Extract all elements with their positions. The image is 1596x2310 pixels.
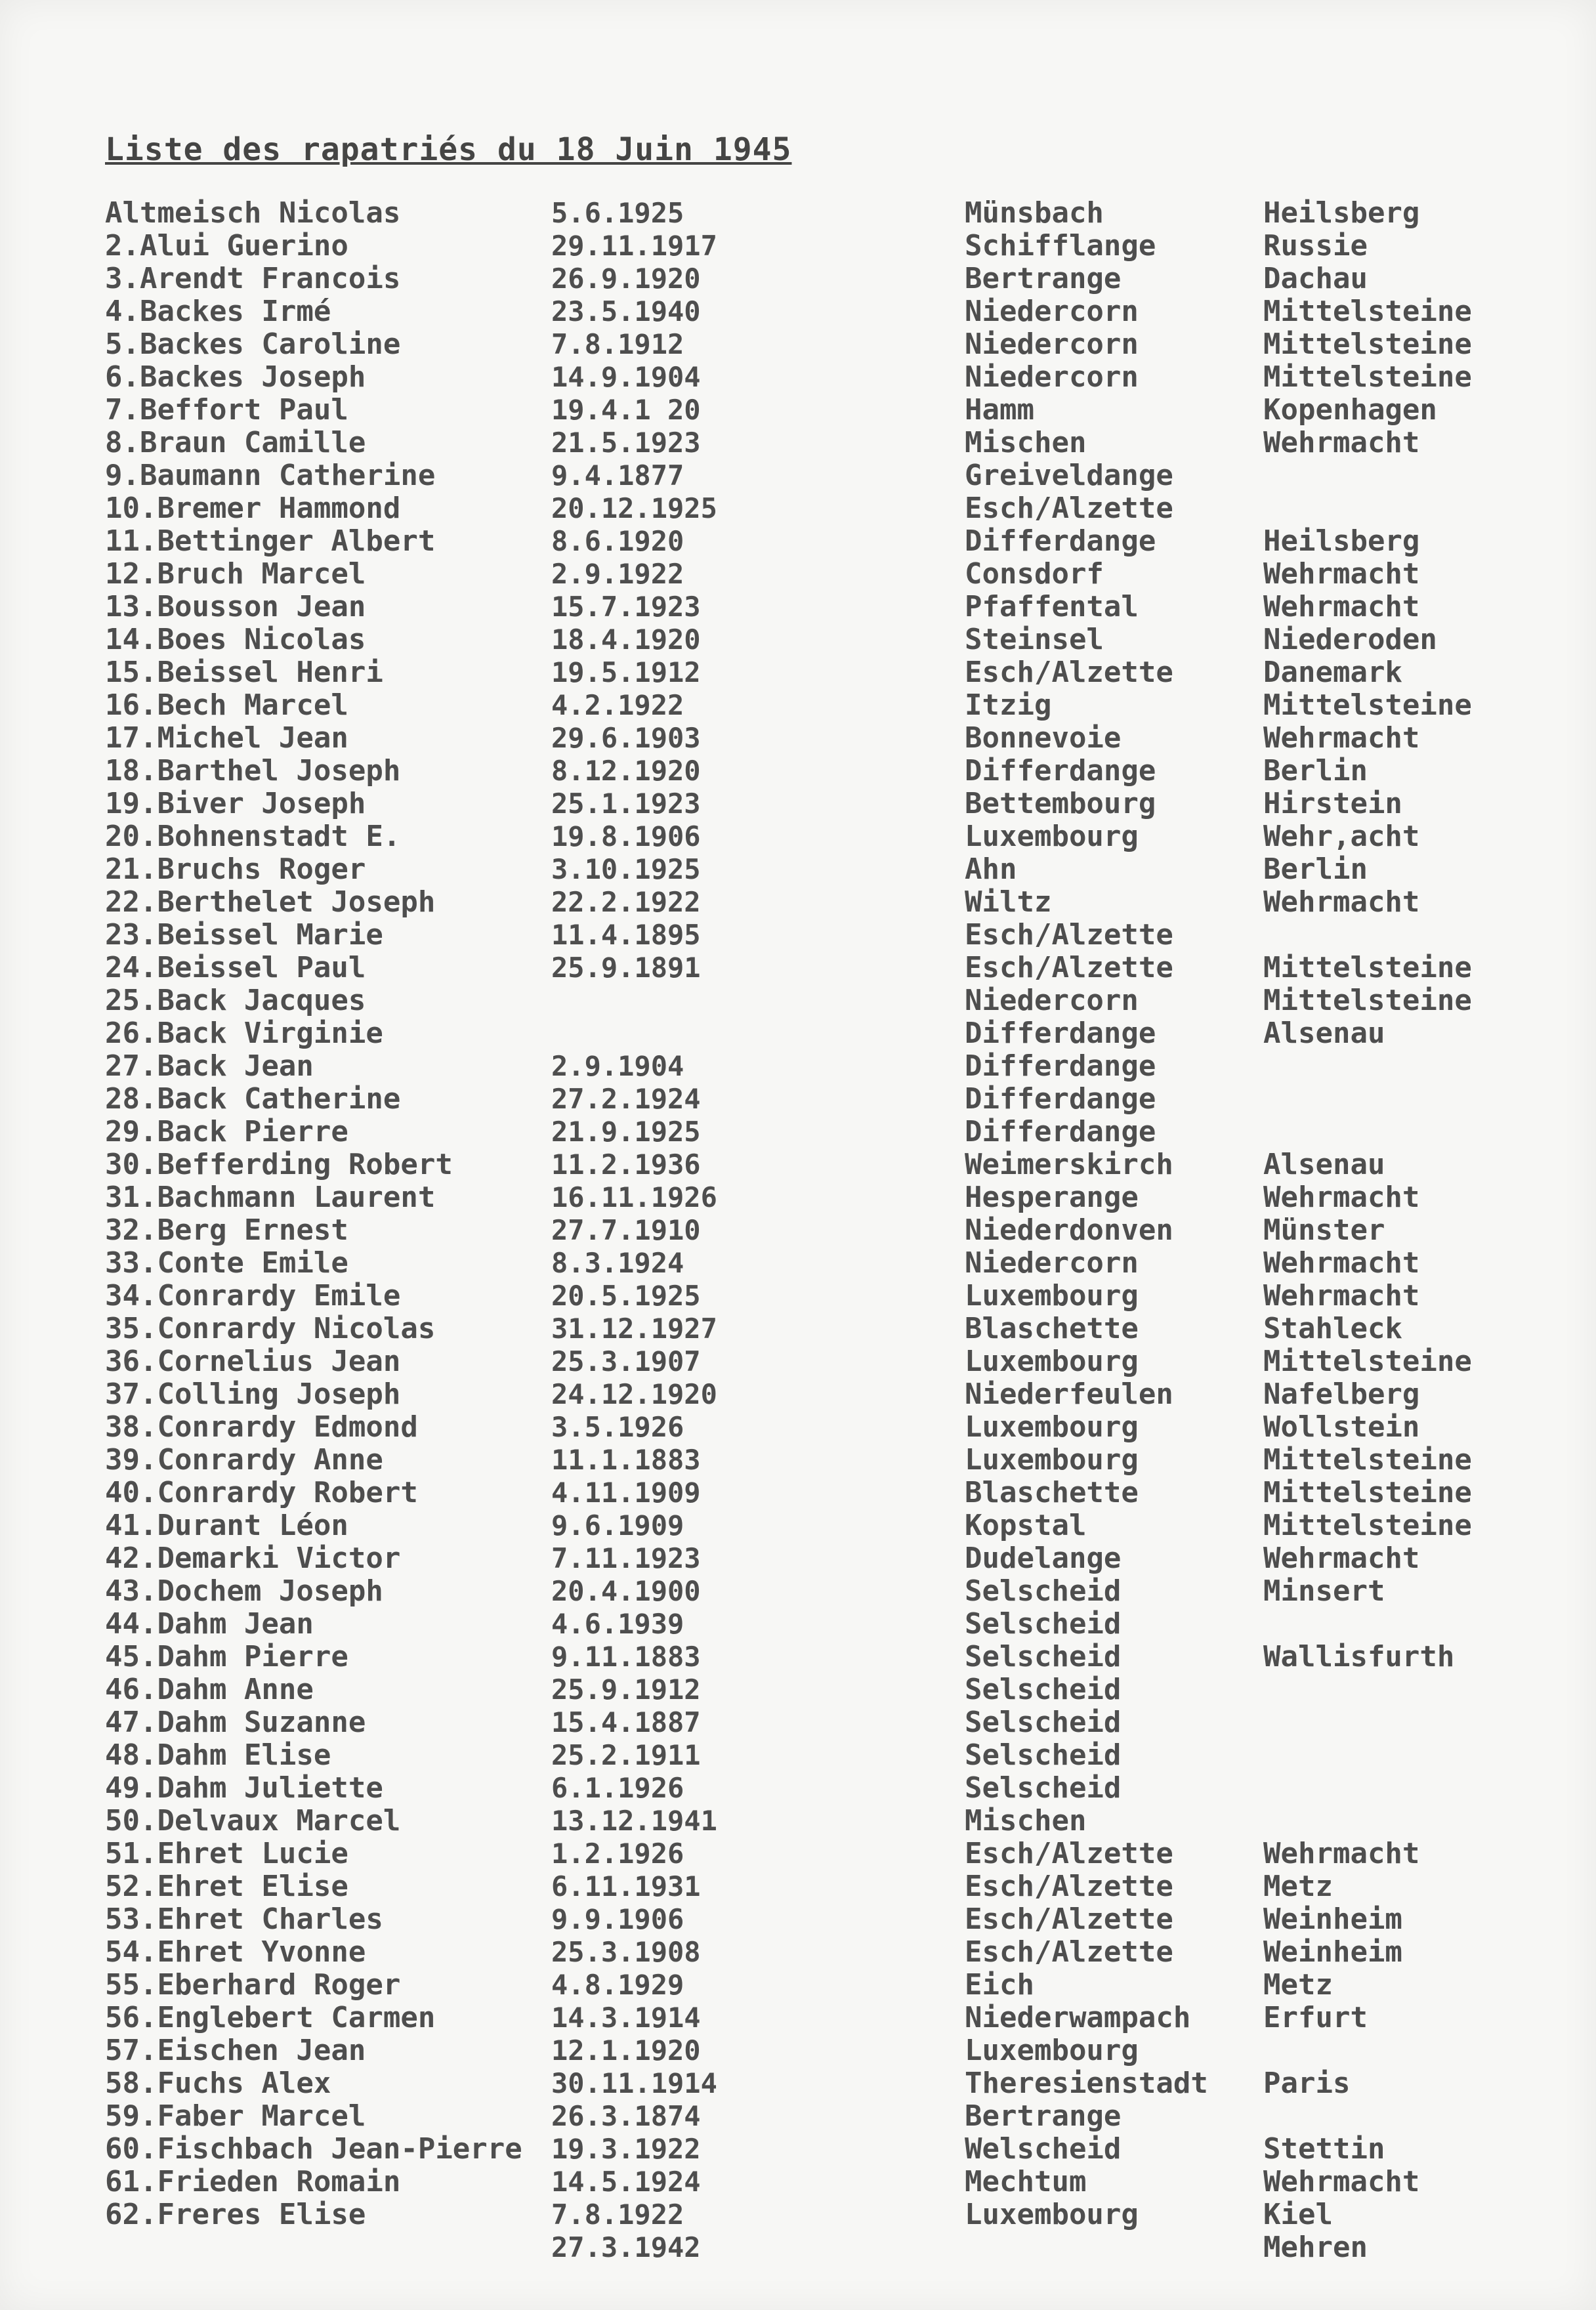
birth-date: [551, 1017, 748, 1050]
birth-date: 29.11.1917: [551, 230, 717, 262]
person-name: 45.Dahm Pierre: [105, 1640, 348, 1673]
birth-date: 20.4.1900: [551, 1575, 701, 1607]
birth-place: Differdange: [965, 1082, 1156, 1116]
destination: [1263, 919, 1578, 952]
birth-date: 11.1.1883: [551, 1444, 701, 1476]
birth-place: Münsbach: [965, 196, 1104, 230]
destination: Dachau: [1263, 262, 1368, 295]
destination: Mittelsteine: [1263, 1443, 1472, 1477]
birth-place: Selscheid: [965, 1607, 1122, 1641]
person-name: 18.Barthel Joseph: [105, 754, 401, 788]
birth-place: Schifflange: [965, 229, 1156, 262]
destination-column: [1263, 197, 1578, 2264]
person-name: 30.Befferding Robert: [105, 1148, 453, 1181]
birth-date: 26.9.1920: [551, 262, 701, 295]
person-name: 59.Faber Marcel: [105, 2099, 366, 2133]
birthplace-column: [965, 197, 1267, 2264]
birth-date: 4.8.1929: [551, 1969, 684, 2001]
person-name: 5.Backes Caroline: [105, 327, 401, 361]
destination: Kopenhagen: [1263, 393, 1437, 427]
birth-date: 25.3.1907: [551, 1345, 701, 1377]
person-name: 55.Eberhard Roger: [105, 1968, 401, 2002]
birth-place: Bertrange: [965, 262, 1122, 295]
person-name: 49.Dahm Juliette: [105, 1771, 383, 1805]
destination: Mittelsteine: [1263, 984, 1472, 1017]
destination: Danemark: [1263, 656, 1402, 689]
birth-date: 20.5.1925: [551, 1280, 701, 1312]
birth-place: Blaschette: [965, 1476, 1139, 1509]
person-name: 29.Back Pierre: [105, 1115, 348, 1148]
person-name: 52.Ehret Elise: [105, 1870, 348, 1903]
destination: [1263, 2100, 1578, 2133]
destination: Russie: [1263, 229, 1368, 262]
birth-date: 22.2.1922: [551, 886, 701, 918]
birth-date: 1.2.1926: [551, 1838, 684, 1870]
birth-date: 24.12.1920: [551, 1378, 717, 1410]
birth-place: Mischen: [965, 1804, 1087, 1838]
person-name: 44.Dahm Jean: [105, 1607, 314, 1641]
birth-date: 21.5.1923: [551, 427, 701, 459]
birth-date: 5.6.1925: [551, 197, 684, 229]
birth-date: 3.10.1925: [551, 853, 701, 885]
destination: Wehrmacht: [1263, 885, 1420, 919]
person-name: 50.Delvaux Marcel: [105, 1804, 401, 1838]
birth-place: Niedercorn: [965, 1246, 1139, 1280]
birth-date: 9.9.1906: [551, 1903, 684, 1935]
destination: Niederoden: [1263, 623, 1437, 656]
birth-place: Selscheid: [965, 1673, 1122, 1706]
birthdates-column: [551, 197, 748, 2264]
birth-place: Hamm: [965, 393, 1034, 427]
person-name: 28.Back Catherine: [105, 1082, 401, 1116]
birth-place: Luxembourg: [965, 820, 1139, 853]
birth-place: Mechtum: [965, 2165, 1087, 2198]
person-name: 17.Michel Jean: [105, 721, 348, 755]
destination: Wallisfurth: [1263, 1640, 1455, 1673]
birth-place: Niedercorn: [965, 984, 1139, 1017]
destination: [1263, 1673, 1578, 1706]
person-name: 34.Conrardy Emile: [105, 1279, 401, 1312]
person-name: 3.Arendt Francois: [105, 262, 401, 295]
destination: Wehrmacht: [1263, 1279, 1420, 1312]
destination: Nafelberg: [1263, 1377, 1420, 1411]
person-name: 24.Beissel Paul: [105, 951, 366, 984]
destination: Berlin: [1263, 754, 1368, 788]
destination: Erfurt: [1263, 2001, 1368, 2034]
birth-date: 27.2.1924: [551, 1083, 701, 1115]
person-name: 56.Englebert Carmen: [105, 2001, 436, 2034]
birth-date: 21.9.1925: [551, 1116, 701, 1148]
person-name: 20.Bohnenstadt E.: [105, 820, 401, 853]
birth-place: Esch/Alzette: [965, 1870, 1173, 1903]
birth-place: Esch/Alzette: [965, 951, 1173, 984]
birth-place: Itzig: [965, 688, 1052, 722]
birth-place: Blaschette: [965, 1312, 1139, 1345]
person-name: 12.Bruch Marcel: [105, 557, 366, 591]
person-name: 61.Frieden Romain: [105, 2165, 401, 2198]
person-name: 51.Ehret Lucie: [105, 1837, 348, 1870]
person-name: 41.Durant Léon: [105, 1509, 348, 1542]
person-name: 31.Bachmann Laurent: [105, 1181, 436, 1214]
birth-date: 18.4.1920: [551, 623, 701, 656]
birth-place: Luxembourg: [965, 1443, 1139, 1477]
birth-date: 19.3.1922: [551, 2133, 701, 2165]
person-name: 13.Bousson Jean: [105, 590, 366, 623]
birth-place: Luxembourg: [965, 1279, 1139, 1312]
birth-date: 8.12.1920: [551, 755, 701, 787]
birth-date: 25.3.1908: [551, 1936, 701, 1968]
birth-date: 8.6.1920: [551, 525, 684, 557]
birth-date: 9.11.1883: [551, 1641, 701, 1673]
document-title: Liste des rapatriés du 18 Juin 1945: [105, 131, 792, 168]
person-name: 7.Beffort Paul: [105, 393, 348, 427]
destination: Metz: [1263, 1968, 1333, 2002]
destination: [1263, 1739, 1578, 1772]
person-name: 6.Backes Joseph: [105, 360, 366, 394]
birth-date: 7.11.1923: [551, 1542, 701, 1574]
person-name: 26.Back Virginie: [105, 1017, 383, 1050]
birth-date: 4.11.1909: [551, 1477, 701, 1509]
birth-date: 11.2.1936: [551, 1148, 701, 1181]
person-name: 36.Cornelius Jean: [105, 1345, 401, 1378]
destination: [1263, 1706, 1578, 1739]
person-name: 54.Ehret Yvonne: [105, 1935, 366, 1969]
person-name: [105, 2231, 564, 2264]
destination: [1263, 492, 1578, 525]
destination: Mittelsteine: [1263, 1509, 1472, 1542]
birth-place: Selscheid: [965, 1706, 1122, 1739]
birth-place: Esch/Alzette: [965, 1902, 1173, 1936]
birth-place: Eich: [965, 1968, 1034, 2002]
person-name: 21.Bruchs Roger: [105, 852, 366, 886]
birth-date: 6.1.1926: [551, 1772, 684, 1804]
person-name: 11.Bettinger Albert: [105, 524, 436, 558]
person-name: 43.Dochem Joseph: [105, 1574, 383, 1608]
birth-date: 9.4.1877: [551, 459, 684, 492]
birth-date: 13.12.1941: [551, 1805, 717, 1837]
person-name: 40.Conrardy Robert: [105, 1476, 418, 1509]
birth-place: Esch/Alzette: [965, 918, 1173, 952]
person-name: 32.Berg Ernest: [105, 1213, 348, 1247]
person-name: 39.Conrardy Anne: [105, 1443, 383, 1477]
birth-date: 25.9.1891: [551, 952, 701, 984]
destination: Wehrmacht: [1263, 1181, 1420, 1214]
birth-date: 14.5.1924: [551, 2166, 701, 2198]
person-name: 16.Bech Marcel: [105, 688, 348, 722]
destination: Mittelsteine: [1263, 951, 1472, 984]
destination: [1263, 459, 1578, 492]
destination: [1263, 1772, 1578, 1805]
person-name: 4.Backes Irmé: [105, 295, 331, 328]
birth-date: 8.3.1924: [551, 1247, 684, 1279]
person-name: 15.Beissel Henri: [105, 656, 383, 689]
birth-date: 2.9.1904: [551, 1050, 684, 1082]
birth-date: 12.1.1920: [551, 2034, 701, 2067]
birth-date: 2.9.1922: [551, 558, 684, 590]
birth-date: 29.6.1903: [551, 722, 701, 754]
birth-place: Bettembourg: [965, 787, 1156, 820]
destination: Stahleck: [1263, 1312, 1402, 1345]
birth-date: 27.3.1942: [551, 2231, 701, 2263]
birth-date: 4.6.1939: [551, 1608, 684, 1640]
destination: [1263, 1050, 1578, 1083]
birth-date: 4.2.1922: [551, 689, 684, 721]
birth-date: 20.12.1925: [551, 492, 717, 524]
birth-place: Pfaffental: [965, 590, 1139, 623]
birth-date: 25.1.1923: [551, 788, 701, 820]
birth-place: Selscheid: [965, 1738, 1122, 1772]
birth-place: Welscheid: [965, 2132, 1122, 2166]
destination: Wehrmacht: [1263, 1246, 1420, 1280]
destination: Wehrmacht: [1263, 557, 1420, 591]
birth-date: 15.7.1923: [551, 591, 701, 623]
destination: Alsenau: [1263, 1148, 1385, 1181]
person-name: 10.Bremer Hammond: [105, 492, 401, 525]
birth-place: Niedercorn: [965, 327, 1139, 361]
birth-place: Kopstal: [965, 1509, 1087, 1542]
birth-place: Differdange: [965, 524, 1156, 558]
birth-date: 14.9.1904: [551, 361, 701, 393]
birth-place: Selscheid: [965, 1771, 1122, 1805]
destination: Paris: [1263, 2067, 1351, 2100]
birth-place: Esch/Alzette: [965, 492, 1173, 525]
destination: Kiel: [1263, 2198, 1333, 2231]
destination: Wehr,acht: [1263, 820, 1420, 853]
person-name: 33.Conte Emile: [105, 1246, 348, 1280]
birth-place: Differdange: [965, 1049, 1156, 1083]
birth-place: Niedercorn: [965, 360, 1139, 394]
person-name: 8.Braun Camille: [105, 426, 366, 459]
birth-place: Luxembourg: [965, 1410, 1139, 1444]
destination: Weinheim: [1263, 1935, 1402, 1969]
destination: Wehrmacht: [1263, 1837, 1420, 1870]
destination: [1263, 1083, 1578, 1116]
person-name: 35.Conrardy Nicolas: [105, 1312, 436, 1345]
destination: Mehren: [1263, 2231, 1368, 2264]
person-name: 2.Alui Guerino: [105, 229, 348, 262]
names-column: [105, 197, 564, 2264]
birth-place: Luxembourg: [965, 2034, 1139, 2067]
birth-date: 31.12.1927: [551, 1312, 717, 1345]
destination: [1263, 2034, 1578, 2067]
birth-date: 30.11.1914: [551, 2067, 717, 2099]
destination: Münster: [1263, 1213, 1385, 1247]
destination: Stettin: [1263, 2132, 1385, 2166]
birth-date: 16.11.1926: [551, 1181, 717, 1213]
destination: Wehrmacht: [1263, 1542, 1420, 1575]
birth-date: [551, 984, 748, 1017]
destination: Minsert: [1263, 1574, 1385, 1608]
birth-date: 19.5.1912: [551, 656, 701, 688]
birth-place: Niederwampach: [965, 2001, 1191, 2034]
birth-place: Luxembourg: [965, 1345, 1139, 1378]
person-name: 22.Berthelet Joseph: [105, 885, 436, 919]
destination: Heilsberg: [1263, 524, 1420, 558]
birth-place: Niederfeulen: [965, 1377, 1173, 1411]
person-name: 53.Ehret Charles: [105, 1902, 383, 1936]
birth-date: 25.2.1911: [551, 1739, 701, 1771]
destination: Wehrmacht: [1263, 2165, 1420, 2198]
person-name: 48.Dahm Elise: [105, 1738, 331, 1772]
birth-place: Bertrange: [965, 2099, 1122, 2133]
destination: Heilsberg: [1263, 196, 1420, 230]
birth-date: 15.4.1887: [551, 1706, 701, 1738]
birth-date: 25.9.1912: [551, 1673, 701, 1706]
destination: [1263, 1116, 1578, 1148]
birth-place: Weimerskirch: [965, 1148, 1173, 1181]
destination: Metz: [1263, 1870, 1333, 1903]
destination: Mittelsteine: [1263, 688, 1472, 722]
birth-place: Niedercorn: [965, 295, 1139, 328]
birth-date: 19.4.1 20: [551, 394, 701, 426]
birth-date: 7.8.1912: [551, 328, 684, 360]
birth-date: 11.4.1895: [551, 919, 701, 951]
person-name: 25.Back Jacques: [105, 984, 366, 1017]
birth-place: [965, 2231, 1267, 2264]
birth-place: Dudelange: [965, 1542, 1122, 1575]
destination: Hirstein: [1263, 787, 1402, 820]
birth-place: Greiveldange: [965, 459, 1173, 492]
person-name: 58.Fuchs Alex: [105, 2067, 331, 2100]
birth-date: 7.8.1922: [551, 2198, 684, 2231]
birth-place: Theresienstadt: [965, 2067, 1208, 2100]
person-name: 42.Demarki Victor: [105, 1542, 401, 1575]
birth-place: Selscheid: [965, 1640, 1122, 1673]
destination: Mittelsteine: [1263, 360, 1472, 394]
birth-place: Esch/Alzette: [965, 1935, 1173, 1969]
birth-place: Esch/Alzette: [965, 1837, 1173, 1870]
birth-place: Differdange: [965, 754, 1156, 788]
destination: Mittelsteine: [1263, 295, 1472, 328]
destination: Mittelsteine: [1263, 327, 1472, 361]
birth-date: 9.6.1909: [551, 1509, 684, 1542]
destination: [1263, 1608, 1578, 1641]
destination: Weinheim: [1263, 1902, 1402, 1936]
birth-date: 19.8.1906: [551, 820, 701, 852]
birth-place: Bonnevoie: [965, 721, 1122, 755]
destination: [1263, 1805, 1578, 1838]
birth-place: Luxembourg: [965, 2198, 1139, 2231]
birth-place: Esch/Alzette: [965, 656, 1173, 689]
destination: Mittelsteine: [1263, 1476, 1472, 1509]
person-name: 62.Freres Elise: [105, 2198, 366, 2231]
destination: Alsenau: [1263, 1017, 1385, 1050]
birth-place: Niederdonven: [965, 1213, 1173, 1247]
birth-place: Mischen: [965, 426, 1087, 459]
birth-date: 27.7.1910: [551, 1214, 701, 1246]
destination: Wehrmacht: [1263, 426, 1420, 459]
birth-place: Steinsel: [965, 623, 1104, 656]
birth-place: Differdange: [965, 1017, 1156, 1050]
person-name: 47.Dahm Suzanne: [105, 1706, 366, 1739]
person-name: 60.Fischbach Jean-Pierre: [105, 2132, 522, 2166]
person-name: 38.Conrardy Edmond: [105, 1410, 418, 1444]
person-name: 14.Boes Nicolas: [105, 623, 366, 656]
birth-date: 23.5.1940: [551, 295, 701, 327]
person-name: 37.Colling Joseph: [105, 1377, 401, 1411]
birth-place: Wiltz: [965, 885, 1052, 919]
birth-date: 3.5.1926: [551, 1411, 684, 1443]
destination: Wollstein: [1263, 1410, 1420, 1444]
birth-place: Differdange: [965, 1115, 1156, 1148]
destination: Wehrmacht: [1263, 721, 1420, 755]
birth-place: Selscheid: [965, 1574, 1122, 1608]
birth-date: 26.3.1874: [551, 2100, 701, 2132]
birth-place: Hesperange: [965, 1181, 1139, 1214]
destination: Wehrmacht: [1263, 590, 1420, 623]
destination: Mittelsteine: [1263, 1345, 1472, 1378]
person-name: 57.Eischen Jean: [105, 2034, 366, 2067]
person-name: 9.Baumann Catherine: [105, 459, 436, 492]
person-name: 23.Beissel Marie: [105, 918, 383, 952]
birth-date: 6.11.1931: [551, 1870, 701, 1902]
destination: Berlin: [1263, 852, 1368, 886]
person-name: Altmeisch Nicolas: [105, 196, 401, 230]
person-name: 27.Back Jean: [105, 1049, 314, 1083]
birth-place: Ahn: [965, 852, 1017, 886]
birth-place: Consdorf: [965, 557, 1104, 591]
person-name: 46.Dahm Anne: [105, 1673, 314, 1706]
person-name: 19.Biver Joseph: [105, 787, 366, 820]
birth-date: 14.3.1914: [551, 2002, 701, 2034]
